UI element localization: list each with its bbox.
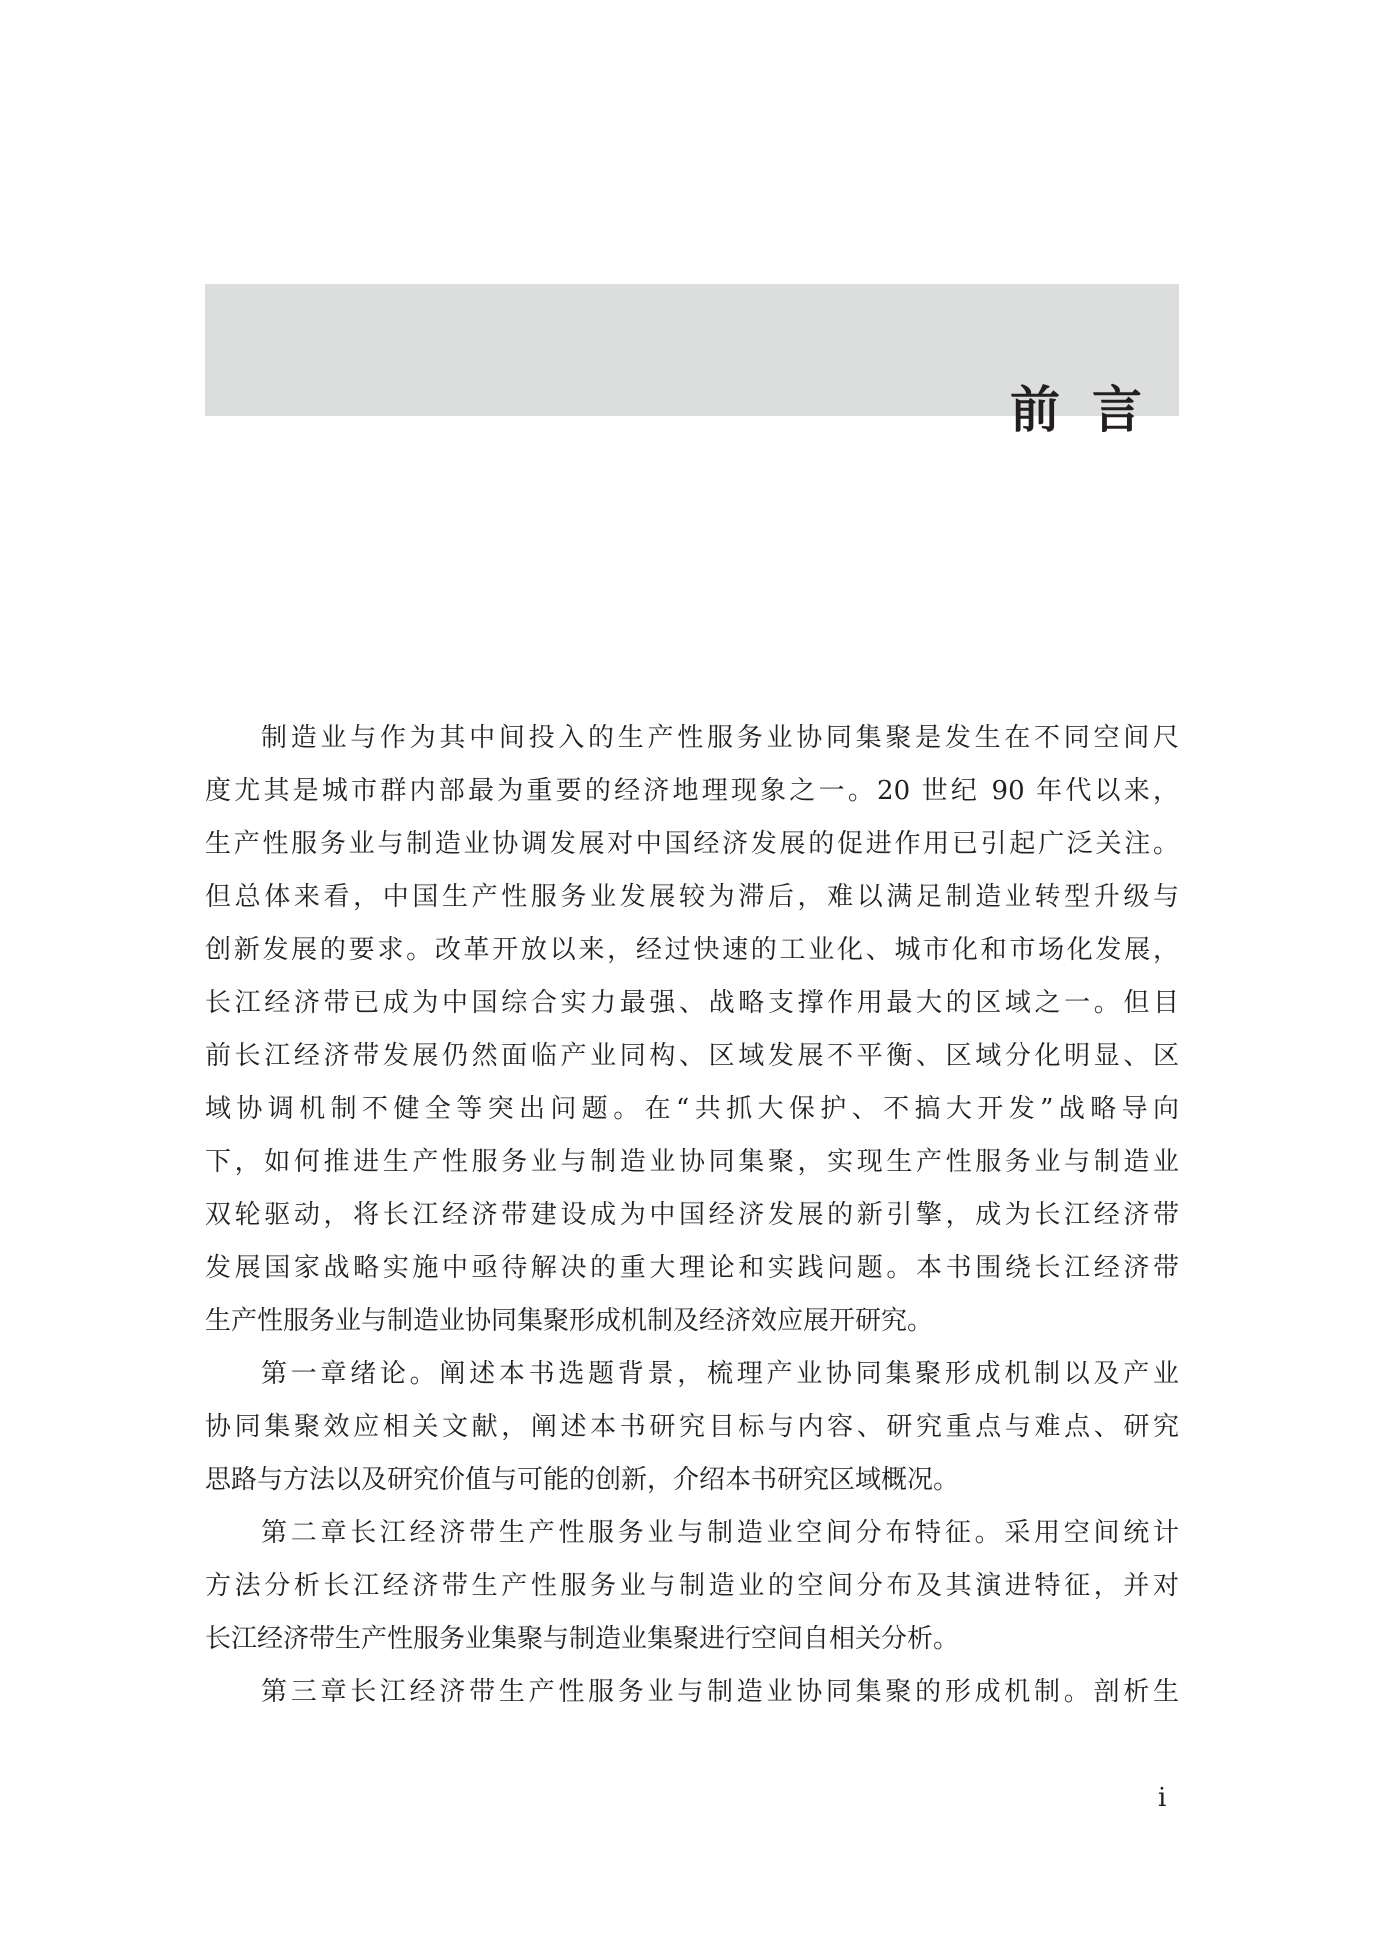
text-line: 但总体来看，中国生产性服务业发展较为滞后，难以满足制造业转型升级与 bbox=[205, 882, 1179, 912]
text-line: 第三章长江经济带生产性服务业与制造业协同集聚的形成机制。剖析生 bbox=[261, 1677, 1179, 1707]
text-line: 下，如何推进生产性服务业与制造业协同集聚，实现生产性服务业与制造业 bbox=[205, 1147, 1179, 1177]
body-text bbox=[205, 712, 1179, 1719]
text-line: 制造业与作为其中间投入的生产性服务业协同集聚是发生在不同空间尺 bbox=[261, 723, 1179, 753]
text-line: 前长江经济带发展仍然面临产业同构、区域发展不平衡、区域分化明显、区 bbox=[205, 1041, 1179, 1071]
text-line: 长江经济带已成为中国综合实力最强、战略支撑作用最大的区域之一。但目 bbox=[205, 988, 1179, 1018]
text-line: 思路与方法以及研究价值与可能的创新，介绍本书研究区域概况。 bbox=[205, 1465, 960, 1495]
text-line: 创新发展的要求。改革开放以来，经过快速的工业化、城市化和市场化发展， bbox=[205, 935, 1179, 965]
chapter-title: 前言 bbox=[1010, 381, 1174, 439]
text-line: 生产性服务业与制造业协调发展对中国经济发展的促进作用已引起广泛关注。 bbox=[205, 829, 1179, 859]
text-line: 域协调机制不健全等突出问题。在“共抓大保护、不搞大开发”战略导向 bbox=[205, 1094, 1179, 1124]
text-line: 第一章绪论。阐述本书选题背景，梳理产业协同集聚形成机制以及产业 bbox=[261, 1359, 1179, 1389]
text-line: 长江经济带生产性服务业集聚与制造业集聚进行空间自相关分析。 bbox=[205, 1624, 960, 1654]
text-line: 发展国家战略实施中亟待解决的重大理论和实践问题。本书围绕长江经济带 bbox=[205, 1253, 1179, 1283]
text-line: 度尤其是城市群内部最为重要的经济地理现象之一。20 世纪 90 年代以来， bbox=[205, 776, 1179, 806]
text-line: 第二章长江经济带生产性服务业与制造业空间分布特征。采用空间统计 bbox=[261, 1518, 1179, 1548]
page-number: i bbox=[1158, 1783, 1167, 1813]
text-line: 双轮驱动，将长江经济带建设成为中国经济发展的新引擎，成为长江经济带 bbox=[205, 1200, 1179, 1230]
text-line: 方法分析长江经济带生产性服务业与制造业的空间分布及其演进特征，并对 bbox=[205, 1571, 1179, 1601]
text-line: 生产性服务业与制造业协同集聚形成机制及经济效应展开研究。 bbox=[205, 1306, 934, 1336]
text-line: 协同集聚效应相关文献，阐述本书研究目标与内容、研究重点与难点、研究 bbox=[205, 1412, 1179, 1442]
